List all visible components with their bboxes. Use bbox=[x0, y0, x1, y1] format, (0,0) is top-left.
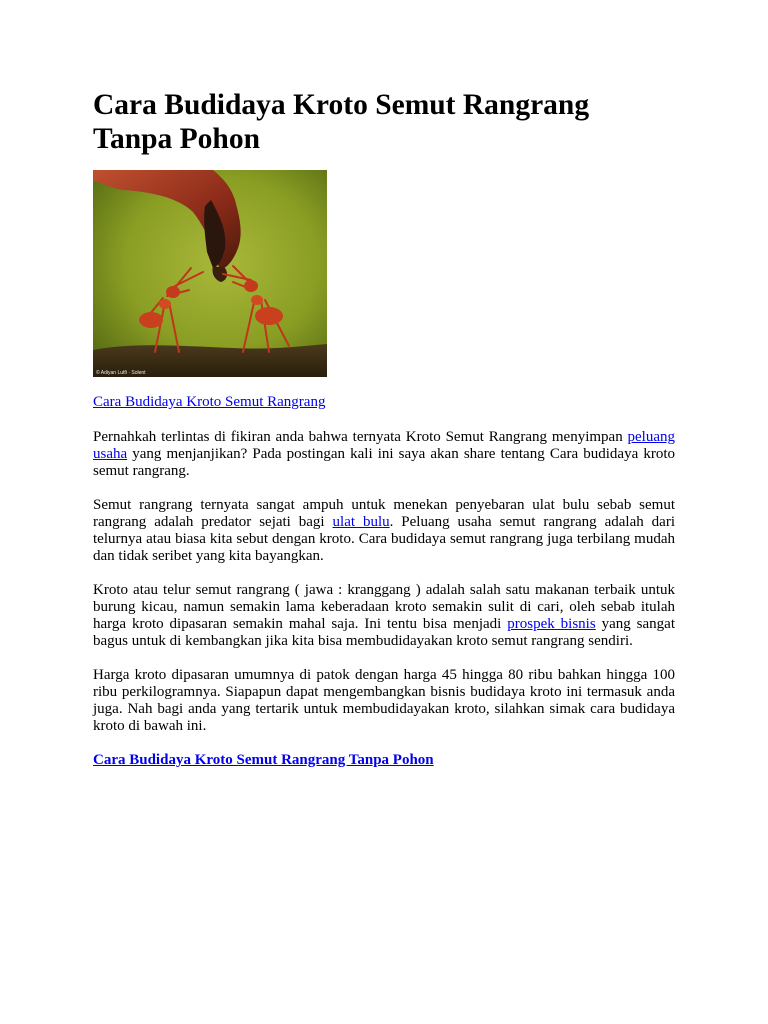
paragraph-2 bbox=[93, 497, 675, 565]
paragraph-3 bbox=[93, 582, 675, 650]
document-content bbox=[93, 88, 675, 769]
prospek-bisnis-link[interactable]: prospek bisnis bbox=[507, 616, 596, 632]
page-title: Cara Budidaya Kroto Semut Rangrang Tanpa Pohon bbox=[93, 89, 590, 155]
bottom-title-link[interactable]: Cara Budidaya Kroto Semut Rangrang Tanpa Pohon bbox=[93, 752, 434, 768]
paragraph-1-text-a: Pernahkah terlintas di fikiran anda bahwa ternyata Kroto Semut Rangrang menyimpan bbox=[93, 429, 628, 445]
paragraph-3-text-b: yang sangat bagus untuk di kembangkan jika kita bisa membudidayakan kroto semut rangrang sendiri. bbox=[93, 616, 675, 649]
ant-photo-graphic bbox=[93, 170, 327, 377]
paragraph-4: Harga kroto dipasaran umumnya di patok dengan harga 45 hingga 80 ribu bahkan hingga 100 ribu perkilogramnya. Siapapun dapat mengembangkan bisnis budidaya kroto ini termasuk anda juga. Nah bagi anda yang tertarik untuk membudidayakan kroto, silahkan simak cara budidaya kroto di bawah ini. bbox=[93, 667, 675, 734]
caption-link-paragraph bbox=[93, 394, 675, 411]
paragraph-2-text-b: . Peluang usaha semut rangrang adalah dari telurnya atau biasa kita sebut dengan kroto. Cara budidaya semut rangrang juga terbilang mudah dan tidak seribet yang kita bayangkan. bbox=[93, 514, 675, 564]
paragraph-1 bbox=[93, 429, 675, 480]
caption-link[interactable]: Cara Budidaya Kroto Semut Rangrang bbox=[93, 394, 326, 410]
ulat-bulu-link[interactable]: ulat bulu bbox=[332, 514, 390, 530]
photo-credit: © Adiyan Lutfi · Solent bbox=[96, 370, 146, 376]
paragraph-3-text-a: Kroto atau telur semut rangrang ( jawa : kranggang ) adalah salah satu makanan terbaik untuk burung kicau, namun semakin lama keberadaan kroto semakin sulit di cari, oleh sebab itulah harga kroto dipasaran semakin mahal saja. Ini tentu bisa menjadi bbox=[93, 582, 675, 632]
ant-photo bbox=[93, 170, 327, 377]
peluang-usaha-link[interactable]: peluang usaha bbox=[93, 429, 675, 462]
bottom-link-paragraph bbox=[93, 752, 675, 769]
paragraph-1-text-b: yang menjanjikan? Pada postingan kali ini saya akan share tentang Cara budidaya kroto semut rangrang. bbox=[93, 446, 675, 479]
paragraph-2-text-a: Semut rangrang ternyata sangat ampuh untuk menekan penyebaran ulat bulu sebab semut rangrang adalah predator sejati bagi bbox=[93, 497, 675, 530]
